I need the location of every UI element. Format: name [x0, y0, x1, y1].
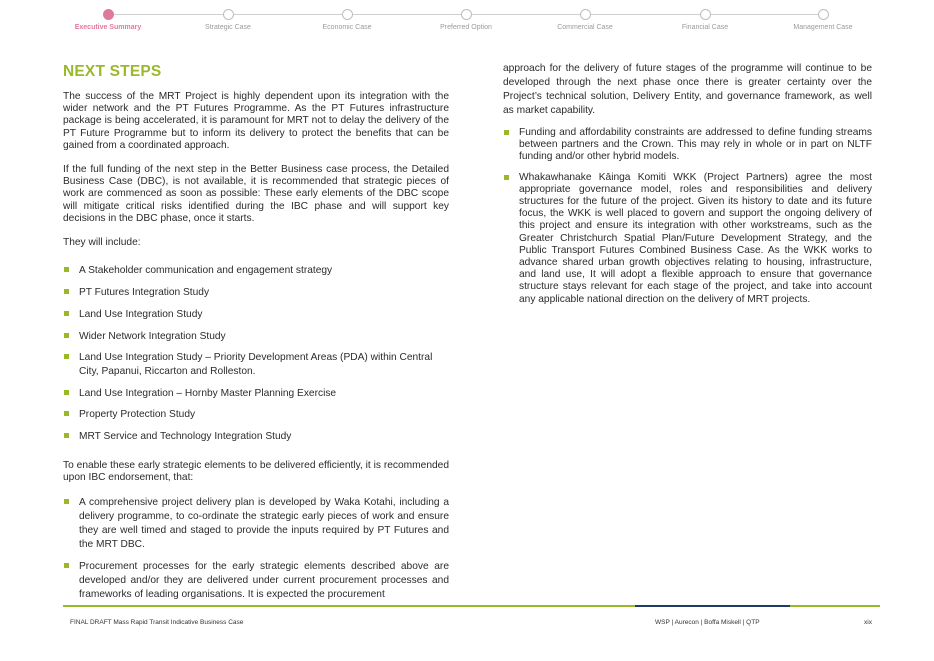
list-item: Procurement processes for the early strategic elements described above are developed and/or they are delivered under current procurement processes and frameworks of leading organisations. It is expected the procurement [63, 560, 449, 602]
nav-step-label: Strategic Case [205, 24, 251, 31]
list-item: Land Use Integration Study – Priority Development Areas (PDA) within Central City, Papanui, Riccarton and Rolleston. [63, 351, 449, 378]
list-item: Property Protection Study [63, 408, 449, 421]
nav-step-commercial-case[interactable] [530, 7, 640, 31]
section-title: NEXT STEPS [63, 63, 162, 80]
nav-dot [580, 9, 591, 20]
footer-document-title: FINAL DRAFT Mass Rapid Transit Indicative Business Case [70, 619, 244, 626]
nav-step-label: Preferred Option [440, 24, 492, 31]
include-intro: They will include: [63, 237, 141, 249]
intro-paragraph: The success of the MRT Project is highly dependent upon its integration with the wider network and the PT Futures Programme. As the PT Futures infrastructure package is being accelerated, it is paramount for MRT not to delay the delivery of the PT Future Programme but to inform its delivery to protect the benefits that can be gained from a coordinated approach. [63, 91, 449, 151]
right-column [503, 62, 872, 314]
nav-step-strategic-case[interactable] [173, 7, 283, 31]
footer-rule-green-end [790, 605, 880, 607]
list-item: Funding and affordability constraints are addressed to define funding streams between partners and the Crown. This may rely in whole or in part on NLTF funding and/or other hybrid models. [503, 127, 872, 164]
page-number: xix [864, 619, 872, 626]
list-item: PT Futures Integration Study [63, 286, 449, 299]
list-item: MRT Service and Technology Integration Study [63, 430, 449, 443]
nav-step-label: Financial Case [681, 24, 729, 31]
nav-step-economic-case[interactable] [292, 7, 402, 31]
recommendation-paragraph: To enable these early strategic elements to be delivered efficiently, it is recommended upon IBC endorsement, that: [63, 459, 449, 483]
nav-step-label: Commercial Case [557, 24, 613, 31]
left-column [63, 63, 449, 610]
footer-rule-green [63, 605, 635, 607]
nav-dot [818, 9, 829, 20]
recommendation-list-continued [503, 127, 872, 306]
list-item: Wider Network Integration Study [63, 330, 449, 343]
continued-paragraph: approach for the delivery of future stages of the programme will continue to be developed through the next phase once there is greater certainty over the Project’s technical solution, Delivery Entity, and governance framework, as well as market capability. [503, 63, 872, 116]
nav-step-financial-case[interactable] [650, 7, 760, 31]
list-item: A Stakeholder communication and engagement strategy [63, 264, 449, 277]
nav-step-label: Economic Case [322, 24, 372, 31]
progress-nav [63, 7, 867, 37]
footer-rule-navy [635, 605, 790, 607]
list-item: A comprehensive project delivery plan is developed by Waka Kotahi, including a delivery programme, to co-ordinate the strategic early pieces of work and ensure they are well timed and staged to provide the inputs required by PT Futures and the MRT DBC. [63, 496, 449, 552]
nav-step-preferred-option[interactable] [411, 7, 521, 31]
footer-authors: WSP | Aurecon | Boffa Miskell | QTP [655, 619, 760, 626]
include-list [63, 264, 449, 443]
nav-step-management-case[interactable] [768, 7, 878, 31]
nav-dot [223, 9, 234, 20]
list-item: Land Use Integration Study [63, 308, 449, 321]
nav-dot [700, 9, 711, 20]
nav-dot [342, 9, 353, 20]
list-item: Land Use Integration – Hornby Master Planning Exercise [63, 387, 449, 400]
list-item: Whakawhanake Kāinga Komiti WKK (Project Partners) agree the most appropriate governance model, roles and responsibilities and delivery structures for the future of the project. Given its history to date and its future focus, the WKK is well placed to govern and support the ongoing delivery of this project and ensure its integration with other workstreams, such as the Greater Christchurch Spatial Plan/Future Development Strategy, and the Public Transport Futures Combined Business Case. As the WKK works to advance shared urban growth objectives relating to housing, infrastructure, and land use, It will adopt a flexible approach to ensure that governance structure stays relevant for each stage of the project, and take into account any applicable national direction on the delivery of MRT projects. [503, 172, 872, 306]
funding-paragraph: If the full funding of the next step in the Better Business case process, the Detailed Business Case (DBC), is not available, it is recommended that strategic pieces of work are commenced as soon as possible: These early elements of the DBC scope will mitigate critical risks identified during the IBC phase and will support key decisions in the DBC phase, once it starts. [63, 164, 449, 224]
nav-step-label: Executive Summary [74, 24, 142, 31]
recommendation-list [63, 496, 449, 602]
nav-dot-active [103, 9, 114, 20]
nav-step-executive-summary[interactable] [53, 7, 163, 31]
nav-step-label: Management Case [793, 24, 853, 31]
nav-dot [461, 9, 472, 20]
